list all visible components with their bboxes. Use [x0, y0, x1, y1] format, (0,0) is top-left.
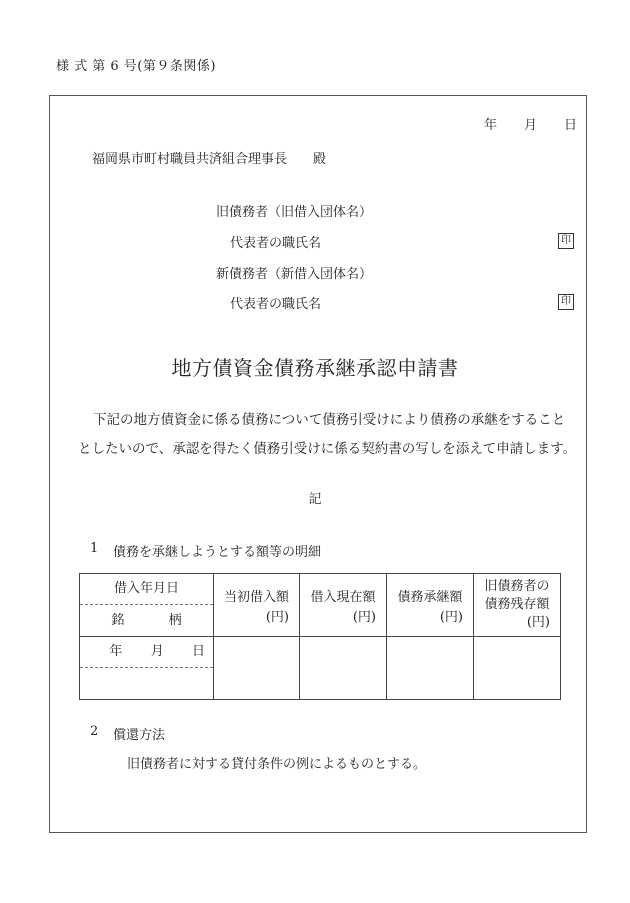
- old-representative-label: 代表者の職氏名: [230, 236, 322, 251]
- section-2-title: 償還方法: [113, 728, 166, 743]
- header-brand-char-2: 柄: [168, 613, 182, 628]
- header-current-amount: 借入現在額 (円): [300, 574, 387, 637]
- repayment-method-text: 旧債務者に対する貸付条件の例によるものとする。: [127, 757, 427, 772]
- header-brand-char-1: 銘: [111, 613, 125, 628]
- data-borrow-date: 年 月 日: [109, 644, 205, 659]
- header-succession-amount: 債務承継額 (円): [387, 574, 474, 637]
- document-title: 地方債資金債務承継承認申請書: [171, 356, 459, 380]
- header-remaining-amount: 旧債務者の 債務残存額 (円): [474, 574, 561, 637]
- detail-table: [79, 573, 561, 700]
- form-number: 様 式 第 6 号(第９条関係): [56, 59, 216, 74]
- data-date-brand-cell: [80, 637, 214, 700]
- data-brand: [80, 667, 213, 699]
- section-2-number: 2: [90, 724, 99, 739]
- new-representative-label: 代表者の職氏名: [230, 297, 322, 312]
- ki-heading: 記: [308, 492, 322, 507]
- header-date-brand-cell: [80, 574, 214, 637]
- date-year-label: 年: [484, 118, 498, 133]
- data-current-amount: [300, 637, 387, 700]
- data-succession-amount: [387, 637, 474, 700]
- date-month-label: 月: [524, 118, 538, 133]
- data-remaining-amount: [474, 637, 561, 700]
- data-initial-amount: [214, 637, 300, 700]
- seal-mark-old: 印: [558, 233, 574, 249]
- header-initial-amount: 当初借入額 (円): [214, 574, 300, 637]
- section-1-number: 1: [90, 541, 99, 556]
- new-debtor-label: 新債務者（新借入団体名）: [216, 267, 373, 282]
- section-1-title: 債務を承継しようとする額等の明細: [113, 545, 322, 560]
- body-text-line-2: としたいので、承認を得たく債務引受けに係る契約書の写しを添えて申請します。: [78, 441, 577, 457]
- addressee: 福岡県市町村職員共済組合理事長 殿: [92, 152, 327, 167]
- body-text-line-1: 下記の地方債資金に係る債務について債務引受けにより債務の承継をすること: [93, 412, 566, 428]
- seal-mark-new: 印: [558, 294, 574, 310]
- header-borrow-date: 借入年月日: [113, 581, 179, 596]
- header-brand: [80, 604, 213, 636]
- date-day-label: 日: [564, 118, 578, 133]
- old-debtor-label: 旧債務者（旧借入団体名）: [216, 205, 373, 220]
